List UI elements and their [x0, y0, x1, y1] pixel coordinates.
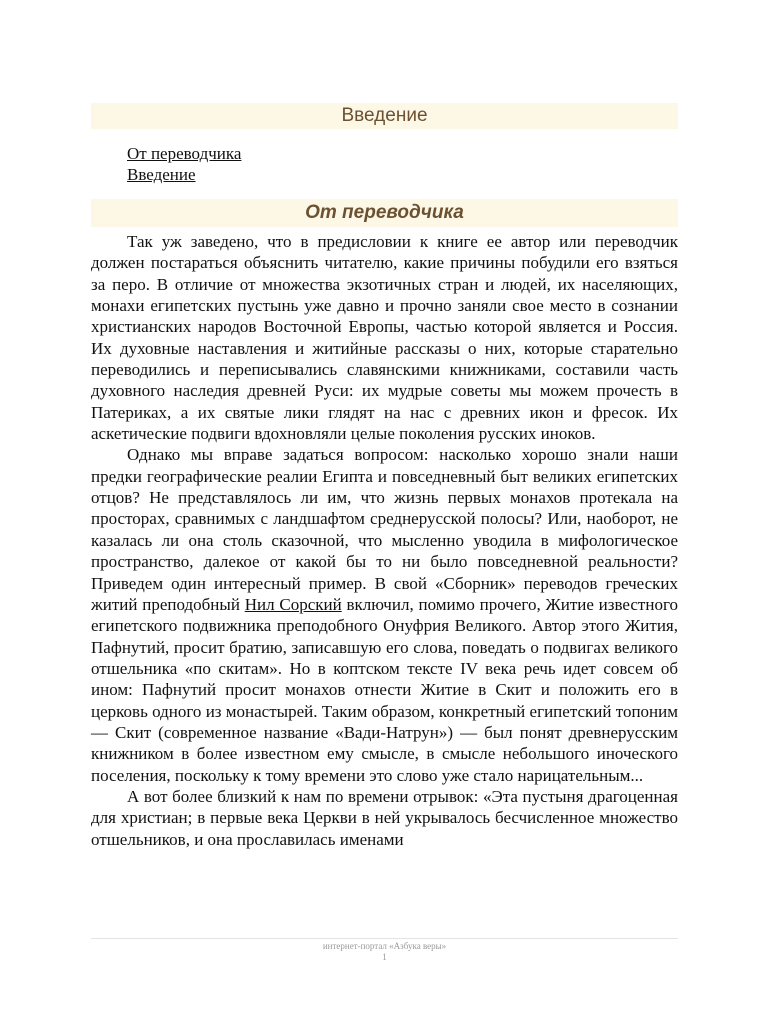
- paragraph-3: А вот более близкий к нам по времени отрывок: «Эта пустыня драгоценная для христиан; в первые века Церкви в ней укрывалось бесчисленное множество отшельников, и она прославилась именами: [91, 786, 678, 849]
- footer-source: интернет-портал «Азбука веры»: [322, 941, 447, 951]
- paragraph-1: Так уж заведено, что в предисловии к книге ее автор или переводчик должен постараться объяснить читателю, какие причины побудили его взяться за перо. В отличие от множества экзотичных стран и людей, их населяющих, монахи египетских пустынь уже давно и прочно заняли свое место в сознании христианских народов Восточной Европы, частью которой является и Россия. Их духовные наставления и житийные рассказы о них, которые старательно переводились и переписывались славянскими книжниками, составили часть духовного наследия древней Руси: их мудрые советы мы можем прочесть в Патериках, а их святые лики глядят на нас с древних икон и фресок. Их аскетические подвиги вдохновляли целые поколения русских иноков.: [91, 232, 678, 444]
- link-nil-sorsky[interactable]: Нил Сорский: [244, 594, 342, 614]
- table-of-contents: [127, 143, 678, 185]
- page-footer: [91, 938, 678, 963]
- page-heading: Введение: [91, 103, 678, 129]
- document-page: [91, 103, 678, 850]
- toc-link-translator[interactable]: От переводчика: [127, 144, 242, 163]
- paragraph-2-text-end: включил, помимо прочего, Житие известного египетского подвижника преподобного Онуфрия Великого. Автор этого Жития, Пафнутий, просит братию, записавшую его слова, поведать о подвигах великого отшельника «по скитам». Но в коптском тексте IV века речь идет совсем об ином: Пафнутий просит монахов отнести Житие в Скит и положить его в церковь одного из монастырей. Таким образом, конкретный египетский топоним — Скит (современное название «Вади-Натрун») — был понят древнерусским книжником в более известном ему смысле, в смысле небольшого иноческого поселения, поскольку к тому времени это слово уже стало нарицательным...: [91, 594, 679, 785]
- section-body: [91, 231, 678, 850]
- section-heading: От переводчика: [91, 199, 678, 227]
- paragraph-2-text-start: Однако мы вправе задаться вопросом: насколько хорошо знали наши предки географические реалии Египта и повседневный быт великих египетских отцов? Не представлялось ли им, что жизнь первых монахов протекала на просторах, сравнимых с ландшафтом среднерусской полосы? Или, наоборот, не казалась ли она столь сказочной, что мысленно уводила в мифологическое пространство, далекое от какой бы то ни было повседневной реальности? Приведем один интересный пример. В свой «Сборник» переводов греческих житий преподобный: [91, 445, 678, 614]
- page-number: 1: [382, 952, 387, 962]
- paragraph-2: [91, 444, 678, 786]
- toc-link-introduction[interactable]: Введение: [127, 165, 196, 184]
